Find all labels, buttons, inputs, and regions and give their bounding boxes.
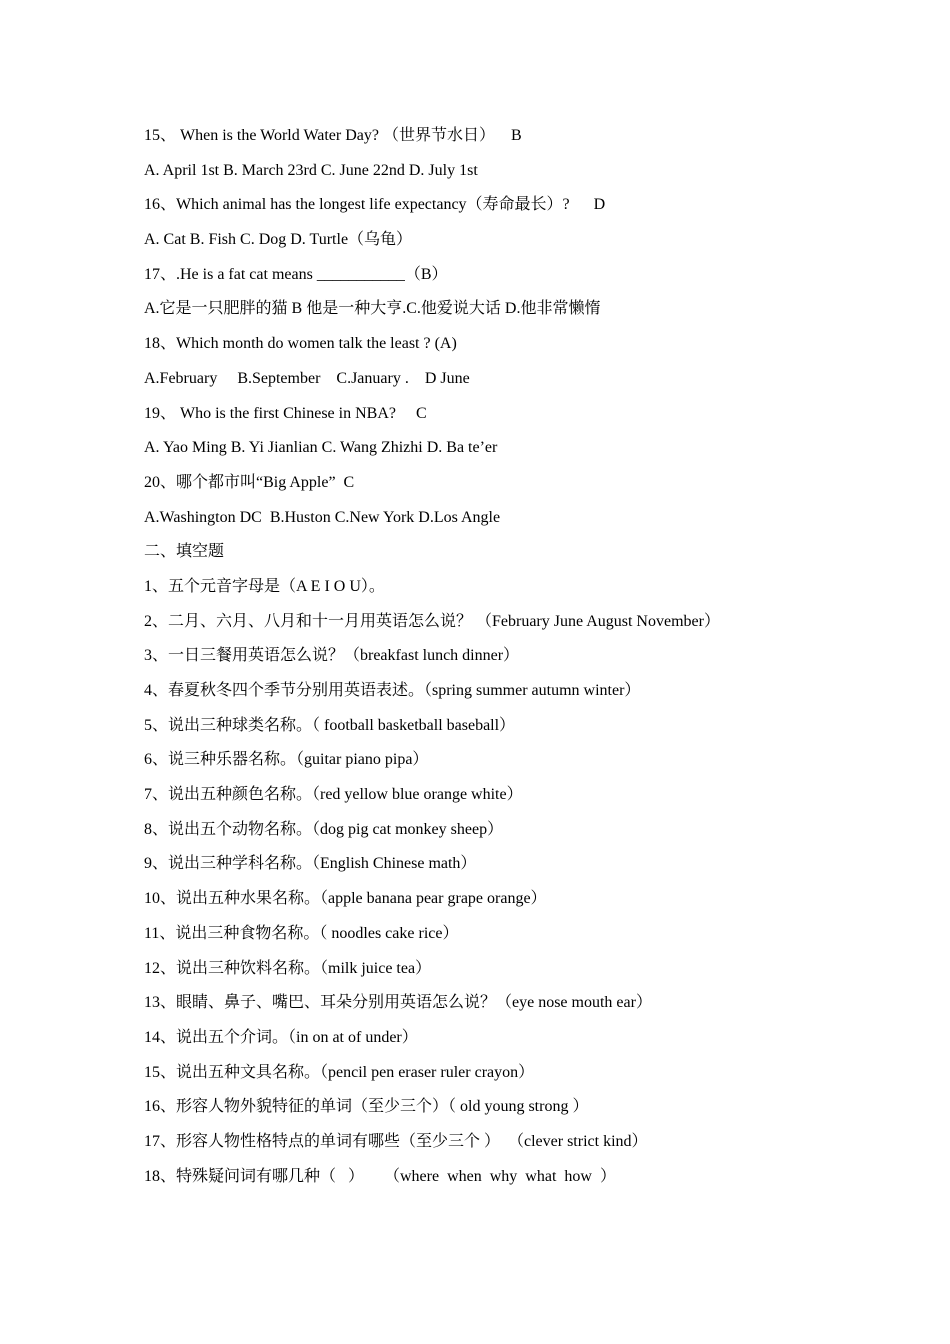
fill-item-15: 15、说出五种文具名称。（pencil pen eraser ruler crayon）	[144, 1063, 535, 1081]
fill-item-13: 13、眼睛、鼻子、嘴巴、耳朵分别用英语怎么说？（eye nose mouth ear）	[144, 994, 652, 1012]
question-18-text: 18、Which month do women talk the least ? (A)	[144, 335, 457, 353]
fill-item-7: 7、说出五种颜色名称。（red yellow blue orange white）	[144, 786, 523, 804]
fill-item-5: 5、说出三种球类名称。（ football basketball baseball）	[144, 716, 516, 734]
fill-item-9: 9、说出三种学科名称。（English Chinese math）	[144, 855, 477, 873]
fill-item-12: 12、说出三种饮料名称。（milk juice tea）	[144, 959, 432, 977]
fill-item-17: 17、形容人物性格特点的单词有哪些（至少三个 ） （clever strict kind）	[144, 1132, 648, 1150]
question-16-text: 16、Which animal has the longest life expectancy（寿命最长）? D	[144, 196, 606, 214]
question-16-options: A. Cat B. Fish C. Dog D. Turtle（乌龟）	[144, 231, 413, 249]
fill-item-8: 8、说出五个动物名称。（dog pig cat monkey sheep）	[144, 820, 504, 838]
question-20-text: 20、哪个都市叫“Big Apple” C	[144, 473, 355, 491]
question-17-text: 17、.He is a fat cat means ___________（B）	[144, 265, 448, 283]
question-19-text: 19、 Who is the first Chinese in NBA? C	[144, 404, 427, 422]
question-17-options: A.它是一只肥胖的猫 B 他是一种大亨.C.他爱说大话 D.他非常懒惰	[144, 300, 601, 318]
question-18-options: A.February B.September C.January . D June	[144, 369, 470, 387]
fill-item-11: 11、说出三种食物名称。（ noodles cake rice）	[144, 924, 459, 942]
fill-item-3: 3、一日三餐用英语怎么说？（breakfast lunch dinner）	[144, 647, 520, 665]
fill-item-6: 6、说三种乐器名称。（guitar piano pipa）	[144, 751, 429, 769]
fill-item-16: 16、形容人物外貌特征的单词（至少三个）（ old young strong ）	[144, 1098, 589, 1116]
question-20-options: A.Washington DC B.Huston C.New York D.Los Angle	[144, 508, 501, 526]
document-body	[144, 122, 904, 1197]
question-19-options: A. Yao Ming B. Yi Jianlian C. Wang Zhizhi D. Ba te’er	[144, 439, 498, 457]
fill-item-2: 2、二月、六月、八月和十一月用英语怎么说？ （February June August November）	[144, 612, 720, 630]
question-15-options: A. April 1st B. March 23rd C. June 22nd D. July 1st	[144, 161, 478, 179]
fill-item-1: 1、五个元音字母是（A E I O U）。	[144, 577, 385, 595]
section-heading: 二、填空题	[144, 543, 225, 561]
question-15-text: 15、 When is the World Water Day? （世界节水日） B	[144, 127, 522, 144]
fill-item-18: 18、特殊疑问词有哪几种（ ） （where when why what how ）	[144, 1167, 616, 1185]
fill-item-10: 10、说出五种水果名称。（apple banana pear grape orange）	[144, 890, 547, 908]
fill-item-4: 4、春夏秋冬四个季节分别用英语表述。（spring summer autumn winter）	[144, 682, 641, 699]
fill-item-14: 14、说出五个介词。（in on at of under）	[144, 1028, 418, 1046]
